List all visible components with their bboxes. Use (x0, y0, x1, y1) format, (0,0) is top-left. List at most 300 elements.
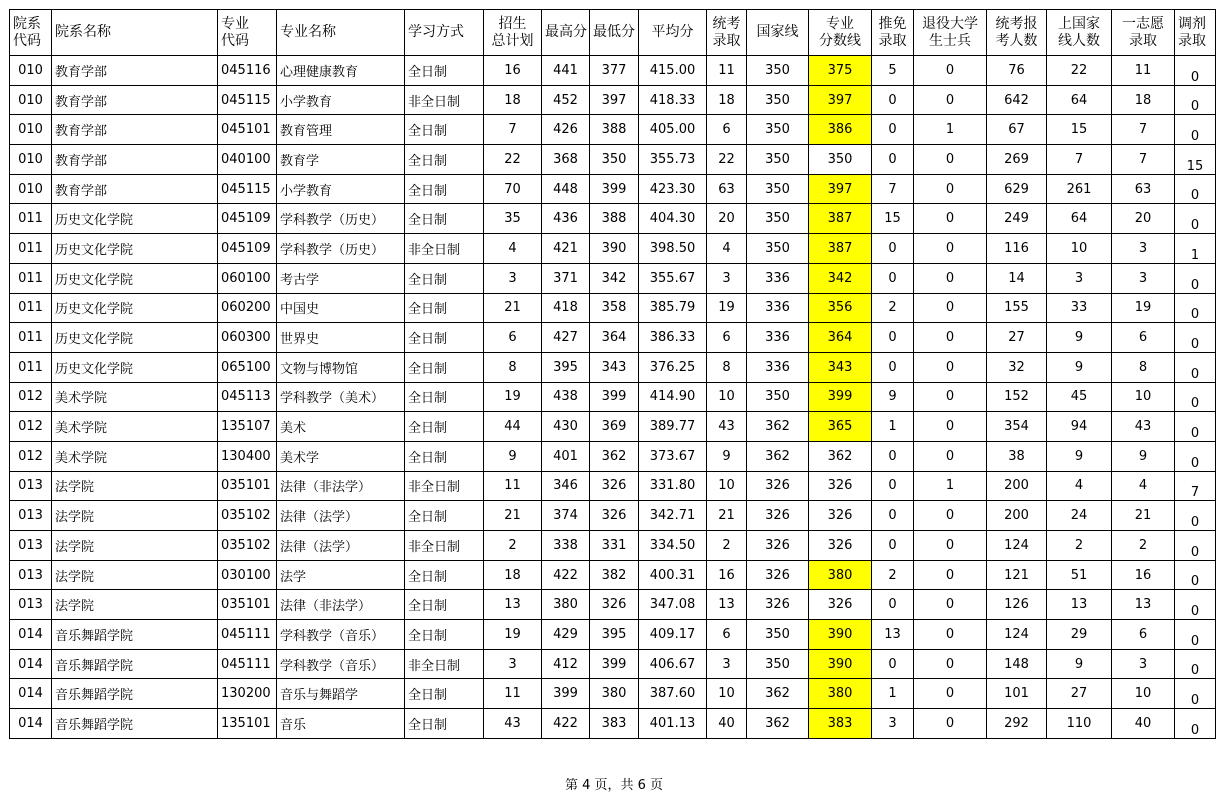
cell-exempt-admit: 0 (872, 352, 914, 382)
table-row (10, 85, 1216, 115)
cell-dept-code: 011 (10, 263, 52, 293)
cell-plan-total: 35 (484, 204, 542, 234)
header-dept-code (10, 10, 52, 56)
cell-avg-score: 355.73 (639, 145, 707, 175)
header-line: 总计划 (491, 32, 534, 49)
cell-exam-admit: 43 (707, 412, 747, 442)
cell-national-line: 336 (747, 263, 809, 293)
cell-exam-admit: 21 (707, 501, 747, 531)
cell-major-code: 045116 (218, 56, 277, 86)
cell-major-code: 045111 (218, 649, 277, 679)
header-line: 最高分 (545, 24, 587, 40)
cell-dept-code: 013 (10, 560, 52, 590)
cell-transfer-admit: 0 (1175, 174, 1216, 204)
cell-veteran-admit: 0 (914, 352, 987, 382)
cell-above-line: 27 (1047, 679, 1112, 709)
cell-transfer-admit: 0 (1175, 709, 1216, 739)
cell-above-line: 110 (1047, 709, 1112, 739)
cell-first-choice-admit: 63 (1112, 174, 1175, 204)
cell-avg-score: 389.77 (639, 412, 707, 442)
cell-first-choice-admit: 7 (1112, 115, 1175, 145)
cell-max-score: 436 (542, 204, 590, 234)
table-row (10, 412, 1216, 442)
cell-national-line: 362 (747, 412, 809, 442)
cell-plan-total: 9 (484, 441, 542, 471)
header-national-line (747, 10, 809, 56)
header-line: 线人数 (1058, 32, 1100, 49)
header-line: 专业名称 (280, 24, 336, 40)
cell-major-code: 035102 (218, 501, 277, 531)
table-row (10, 263, 1216, 293)
cell-exam-admit: 8 (707, 352, 747, 382)
cell-avg-score: 405.00 (639, 115, 707, 145)
cell-veteran-admit: 0 (914, 234, 987, 264)
table-row (10, 293, 1216, 323)
cell-exempt-admit: 0 (872, 263, 914, 293)
cell-dept-code: 013 (10, 501, 52, 531)
cell-exam-admit: 18 (707, 85, 747, 115)
cell-max-score: 427 (542, 323, 590, 353)
cell-major-line: 397 (809, 85, 872, 115)
cell-dept-name: 教育学部 (52, 115, 218, 145)
cell-veteran-admit: 0 (914, 590, 987, 620)
table-row (10, 471, 1216, 501)
cell-major-line: 343 (809, 352, 872, 382)
header-study-mode (405, 10, 484, 56)
cell-national-line: 362 (747, 679, 809, 709)
cell-min-score: 326 (590, 590, 639, 620)
cell-min-score: 397 (590, 85, 639, 115)
cell-avg-score: 342.71 (639, 501, 707, 531)
cell-dept-name: 音乐舞蹈学院 (52, 620, 218, 650)
cell-major-name: 教育管理 (277, 115, 405, 145)
cell-max-score: 441 (542, 56, 590, 86)
cell-max-score: 371 (542, 263, 590, 293)
table-row (10, 382, 1216, 412)
table-row (10, 441, 1216, 471)
cell-max-score: 374 (542, 501, 590, 531)
header-line: 录取 (1129, 32, 1157, 49)
cell-major-name: 心理健康教育 (277, 56, 405, 86)
header-line: 统考 (712, 15, 741, 32)
cell-major-code: 130200 (218, 679, 277, 709)
cell-min-score: 388 (590, 115, 639, 145)
header-line: 录取 (712, 32, 741, 49)
cell-major-name: 法律（非法学） (277, 590, 405, 620)
cell-dept-name: 历史文化学院 (52, 234, 218, 264)
cell-major-name: 学科教学（音乐） (277, 649, 405, 679)
header-major-code (218, 10, 277, 56)
cell-dept-name: 美术学院 (52, 382, 218, 412)
cell-transfer-admit: 0 (1175, 412, 1216, 442)
cell-above-line: 7 (1047, 145, 1112, 175)
cell-transfer-admit: 0 (1175, 204, 1216, 234)
cell-max-score: 338 (542, 531, 590, 561)
cell-exempt-admit: 2 (872, 293, 914, 323)
cell-max-score: 438 (542, 382, 590, 412)
cell-dept-code: 014 (10, 679, 52, 709)
cell-above-line: 15 (1047, 115, 1112, 145)
cell-max-score: 418 (542, 293, 590, 323)
cell-national-line: 326 (747, 560, 809, 590)
admissions-table (9, 9, 1216, 739)
cell-min-score: 388 (590, 204, 639, 234)
cell-dept-code: 011 (10, 204, 52, 234)
cell-study-mode: 全日制 (405, 204, 484, 234)
cell-dept-name: 历史文化学院 (52, 293, 218, 323)
cell-study-mode: 全日制 (405, 323, 484, 353)
header-line: 录取 (878, 32, 907, 49)
cell-exam-applicants: 121 (987, 560, 1047, 590)
cell-max-score: 422 (542, 560, 590, 590)
cell-plan-total: 70 (484, 174, 542, 204)
cell-exempt-admit: 13 (872, 620, 914, 650)
cell-national-line: 326 (747, 471, 809, 501)
cell-max-score: 346 (542, 471, 590, 501)
cell-avg-score: 406.67 (639, 649, 707, 679)
cell-min-score: 390 (590, 234, 639, 264)
cell-exempt-admit: 3 (872, 709, 914, 739)
cell-veteran-admit: 0 (914, 441, 987, 471)
cell-above-line: 3 (1047, 263, 1112, 293)
cell-veteran-admit: 0 (914, 679, 987, 709)
cell-study-mode: 全日制 (405, 174, 484, 204)
cell-major-line: 399 (809, 382, 872, 412)
cell-transfer-admit: 0 (1175, 620, 1216, 650)
cell-national-line: 350 (747, 382, 809, 412)
cell-avg-score: 409.17 (639, 620, 707, 650)
cell-study-mode: 全日制 (405, 115, 484, 145)
header-line: 国家线 (756, 24, 799, 40)
cell-max-score: 429 (542, 620, 590, 650)
cell-above-line: 9 (1047, 323, 1112, 353)
cell-plan-total: 11 (484, 679, 542, 709)
cell-avg-score: 414.90 (639, 382, 707, 412)
header-exempt-admit (872, 10, 914, 56)
cell-major-code: 135107 (218, 412, 277, 442)
cell-major-code: 035101 (218, 471, 277, 501)
cell-avg-score: 376.25 (639, 352, 707, 382)
cell-exam-applicants: 116 (987, 234, 1047, 264)
cell-first-choice-admit: 2 (1112, 531, 1175, 561)
cell-study-mode: 非全日制 (405, 531, 484, 561)
cell-transfer-admit: 7 (1175, 471, 1216, 501)
cell-plan-total: 18 (484, 85, 542, 115)
cell-max-score: 452 (542, 85, 590, 115)
cell-dept-code: 012 (10, 412, 52, 442)
cell-dept-code: 010 (10, 56, 52, 86)
cell-exam-admit: 40 (707, 709, 747, 739)
cell-exam-admit: 4 (707, 234, 747, 264)
cell-major-name: 小学教育 (277, 85, 405, 115)
cell-veteran-admit: 0 (914, 263, 987, 293)
cell-study-mode: 全日制 (405, 441, 484, 471)
cell-dept-name: 历史文化学院 (52, 204, 218, 234)
cell-major-name: 学科教学（历史） (277, 204, 405, 234)
cell-national-line: 350 (747, 234, 809, 264)
cell-first-choice-admit: 13 (1112, 590, 1175, 620)
cell-major-name: 音乐与舞蹈学 (277, 679, 405, 709)
cell-exempt-admit: 0 (872, 323, 914, 353)
cell-national-line: 326 (747, 590, 809, 620)
cell-avg-score: 404.30 (639, 204, 707, 234)
cell-first-choice-admit: 3 (1112, 263, 1175, 293)
cell-avg-score: 385.79 (639, 293, 707, 323)
cell-dept-name: 音乐舞蹈学院 (52, 709, 218, 739)
cell-first-choice-admit: 6 (1112, 323, 1175, 353)
cell-exam-applicants: 642 (987, 85, 1047, 115)
cell-transfer-admit: 0 (1175, 293, 1216, 323)
cell-avg-score: 400.31 (639, 560, 707, 590)
cell-major-code: 060300 (218, 323, 277, 353)
cell-exam-applicants: 292 (987, 709, 1047, 739)
cell-major-line: 397 (809, 174, 872, 204)
cell-national-line: 350 (747, 649, 809, 679)
cell-plan-total: 13 (484, 590, 542, 620)
cell-avg-score: 401.13 (639, 709, 707, 739)
cell-dept-code: 013 (10, 471, 52, 501)
cell-avg-score: 387.60 (639, 679, 707, 709)
cell-transfer-admit: 0 (1175, 85, 1216, 115)
table-row (10, 174, 1216, 204)
cell-first-choice-admit: 19 (1112, 293, 1175, 323)
table-row (10, 204, 1216, 234)
cell-above-line: 94 (1047, 412, 1112, 442)
cell-study-mode: 全日制 (405, 709, 484, 739)
cell-transfer-admit: 0 (1175, 501, 1216, 531)
cell-exam-applicants: 126 (987, 590, 1047, 620)
cell-first-choice-admit: 3 (1112, 649, 1175, 679)
cell-exam-applicants: 269 (987, 145, 1047, 175)
cell-max-score: 421 (542, 234, 590, 264)
cell-plan-total: 44 (484, 412, 542, 442)
cell-national-line: 362 (747, 441, 809, 471)
cell-major-line: 350 (809, 145, 872, 175)
header-min-score (590, 10, 639, 56)
cell-first-choice-admit: 3 (1112, 234, 1175, 264)
cell-above-line: 10 (1047, 234, 1112, 264)
cell-first-choice-admit: 21 (1112, 501, 1175, 531)
cell-dept-name: 法学院 (52, 501, 218, 531)
cell-transfer-admit: 0 (1175, 590, 1216, 620)
cell-major-code: 035101 (218, 590, 277, 620)
cell-plan-total: 7 (484, 115, 542, 145)
cell-exempt-admit: 1 (872, 412, 914, 442)
cell-major-name: 教育学 (277, 145, 405, 175)
cell-transfer-admit: 0 (1175, 382, 1216, 412)
cell-transfer-admit: 0 (1175, 560, 1216, 590)
cell-dept-code: 011 (10, 352, 52, 382)
cell-dept-name: 法学院 (52, 471, 218, 501)
cell-study-mode: 全日制 (405, 352, 484, 382)
cell-min-score: 380 (590, 679, 639, 709)
header-exam-applicants (987, 10, 1047, 56)
cell-min-score: 369 (590, 412, 639, 442)
header-major-name (277, 10, 405, 56)
header-line: 专业 (221, 15, 249, 32)
cell-dept-name: 法学院 (52, 590, 218, 620)
cell-study-mode: 全日制 (405, 293, 484, 323)
cell-exam-admit: 3 (707, 263, 747, 293)
cell-plan-total: 4 (484, 234, 542, 264)
cell-dept-code: 010 (10, 174, 52, 204)
header-dept-name (52, 10, 218, 56)
header-first-choice-admit (1112, 10, 1175, 56)
cell-avg-score: 423.30 (639, 174, 707, 204)
cell-study-mode: 非全日制 (405, 85, 484, 115)
cell-above-line: 64 (1047, 85, 1112, 115)
header-exam-admit (707, 10, 747, 56)
cell-dept-name: 历史文化学院 (52, 323, 218, 353)
cell-max-score: 368 (542, 145, 590, 175)
table-header (10, 10, 1216, 56)
header-line: 分数线 (819, 32, 861, 49)
cell-exempt-admit: 7 (872, 174, 914, 204)
cell-national-line: 336 (747, 323, 809, 353)
cell-plan-total: 3 (484, 649, 542, 679)
cell-major-code: 130400 (218, 441, 277, 471)
cell-first-choice-admit: 9 (1112, 441, 1175, 471)
cell-study-mode: 全日制 (405, 590, 484, 620)
cell-avg-score: 331.80 (639, 471, 707, 501)
cell-transfer-admit: 0 (1175, 263, 1216, 293)
cell-transfer-admit: 0 (1175, 441, 1216, 471)
cell-veteran-admit: 0 (914, 56, 987, 86)
cell-exam-admit: 10 (707, 471, 747, 501)
cell-exam-applicants: 200 (987, 501, 1047, 531)
cell-study-mode: 非全日制 (405, 471, 484, 501)
cell-exempt-admit: 2 (872, 560, 914, 590)
header-line: 统考报 (995, 15, 1038, 32)
cell-min-score: 342 (590, 263, 639, 293)
cell-dept-code: 011 (10, 234, 52, 264)
cell-national-line: 350 (747, 85, 809, 115)
cell-dept-code: 011 (10, 323, 52, 353)
header-above-line (1047, 10, 1112, 56)
cell-major-line: 365 (809, 412, 872, 442)
cell-national-line: 326 (747, 501, 809, 531)
cell-dept-name: 教育学部 (52, 56, 218, 86)
header-line: 推免 (878, 15, 907, 32)
cell-first-choice-admit: 43 (1112, 412, 1175, 442)
cell-national-line: 350 (747, 56, 809, 86)
cell-plan-total: 21 (484, 501, 542, 531)
header-major-line (809, 10, 872, 56)
cell-exam-applicants: 124 (987, 531, 1047, 561)
cell-above-line: 9 (1047, 441, 1112, 471)
cell-national-line: 350 (747, 145, 809, 175)
cell-above-line: 2 (1047, 531, 1112, 561)
cell-major-name: 学科教学（音乐） (277, 620, 405, 650)
cell-exam-applicants: 76 (987, 56, 1047, 86)
cell-national-line: 350 (747, 620, 809, 650)
cell-max-score: 401 (542, 441, 590, 471)
cell-exempt-admit: 0 (872, 471, 914, 501)
cell-dept-name: 教育学部 (52, 174, 218, 204)
cell-major-line: 342 (809, 263, 872, 293)
table-row (10, 352, 1216, 382)
cell-study-mode: 全日制 (405, 412, 484, 442)
cell-dept-name: 历史文化学院 (52, 352, 218, 382)
cell-min-score: 399 (590, 382, 639, 412)
cell-exam-admit: 20 (707, 204, 747, 234)
cell-study-mode: 全日制 (405, 560, 484, 590)
page-footer: 第 4 页，共 6 页 (564, 778, 664, 793)
cell-major-name: 学科教学（美术） (277, 382, 405, 412)
cell-major-name: 学科教学（历史） (277, 234, 405, 264)
cell-major-line: 326 (809, 501, 872, 531)
cell-major-code: 045111 (218, 620, 277, 650)
cell-major-line: 326 (809, 590, 872, 620)
cell-plan-total: 16 (484, 56, 542, 86)
table-row (10, 56, 1216, 86)
cell-major-line: 387 (809, 234, 872, 264)
cell-above-line: 33 (1047, 293, 1112, 323)
cell-national-line: 336 (747, 293, 809, 323)
cell-study-mode: 全日制 (405, 263, 484, 293)
cell-min-score: 364 (590, 323, 639, 353)
cell-dept-name: 音乐舞蹈学院 (52, 649, 218, 679)
cell-transfer-admit: 0 (1175, 115, 1216, 145)
table-row (10, 620, 1216, 650)
cell-exam-admit: 22 (707, 145, 747, 175)
cell-veteran-admit: 0 (914, 560, 987, 590)
cell-max-score: 448 (542, 174, 590, 204)
cell-exam-admit: 6 (707, 323, 747, 353)
cell-exempt-admit: 9 (872, 382, 914, 412)
cell-min-score: 362 (590, 441, 639, 471)
cell-major-line: 390 (809, 620, 872, 650)
cell-above-line: 9 (1047, 649, 1112, 679)
cell-transfer-admit: 0 (1175, 56, 1216, 86)
cell-transfer-admit: 0 (1175, 679, 1216, 709)
cell-major-code: 060200 (218, 293, 277, 323)
cell-plan-total: 22 (484, 145, 542, 175)
header-line: 退役大学 (922, 15, 978, 32)
cell-min-score: 377 (590, 56, 639, 86)
cell-major-code: 040100 (218, 145, 277, 175)
cell-study-mode: 全日制 (405, 501, 484, 531)
cell-plan-total: 11 (484, 471, 542, 501)
cell-exempt-admit: 0 (872, 590, 914, 620)
cell-dept-code: 013 (10, 590, 52, 620)
cell-above-line: 4 (1047, 471, 1112, 501)
table-row (10, 234, 1216, 264)
header-transfer-admit (1175, 10, 1216, 56)
cell-avg-score: 347.08 (639, 590, 707, 620)
cell-above-line: 64 (1047, 204, 1112, 234)
cell-exempt-admit: 0 (872, 531, 914, 561)
cell-dept-name: 法学院 (52, 531, 218, 561)
header-line: 调剂 (1178, 15, 1206, 32)
cell-avg-score: 373.67 (639, 441, 707, 471)
cell-study-mode: 全日制 (405, 145, 484, 175)
cell-transfer-admit: 0 (1175, 531, 1216, 561)
header-line: 招生 (498, 15, 527, 32)
cell-veteran-admit: 1 (914, 471, 987, 501)
cell-national-line: 350 (747, 115, 809, 145)
cell-plan-total: 6 (484, 323, 542, 353)
header-line: 一志愿 (1122, 15, 1164, 32)
cell-plan-total: 21 (484, 293, 542, 323)
cell-avg-score: 355.67 (639, 263, 707, 293)
cell-min-score: 383 (590, 709, 639, 739)
cell-exam-admit: 11 (707, 56, 747, 86)
header-line: 上国家 (1058, 15, 1100, 32)
cell-dept-name: 法学院 (52, 560, 218, 590)
header-line: 代码 (221, 32, 249, 49)
cell-dept-name: 美术学院 (52, 441, 218, 471)
